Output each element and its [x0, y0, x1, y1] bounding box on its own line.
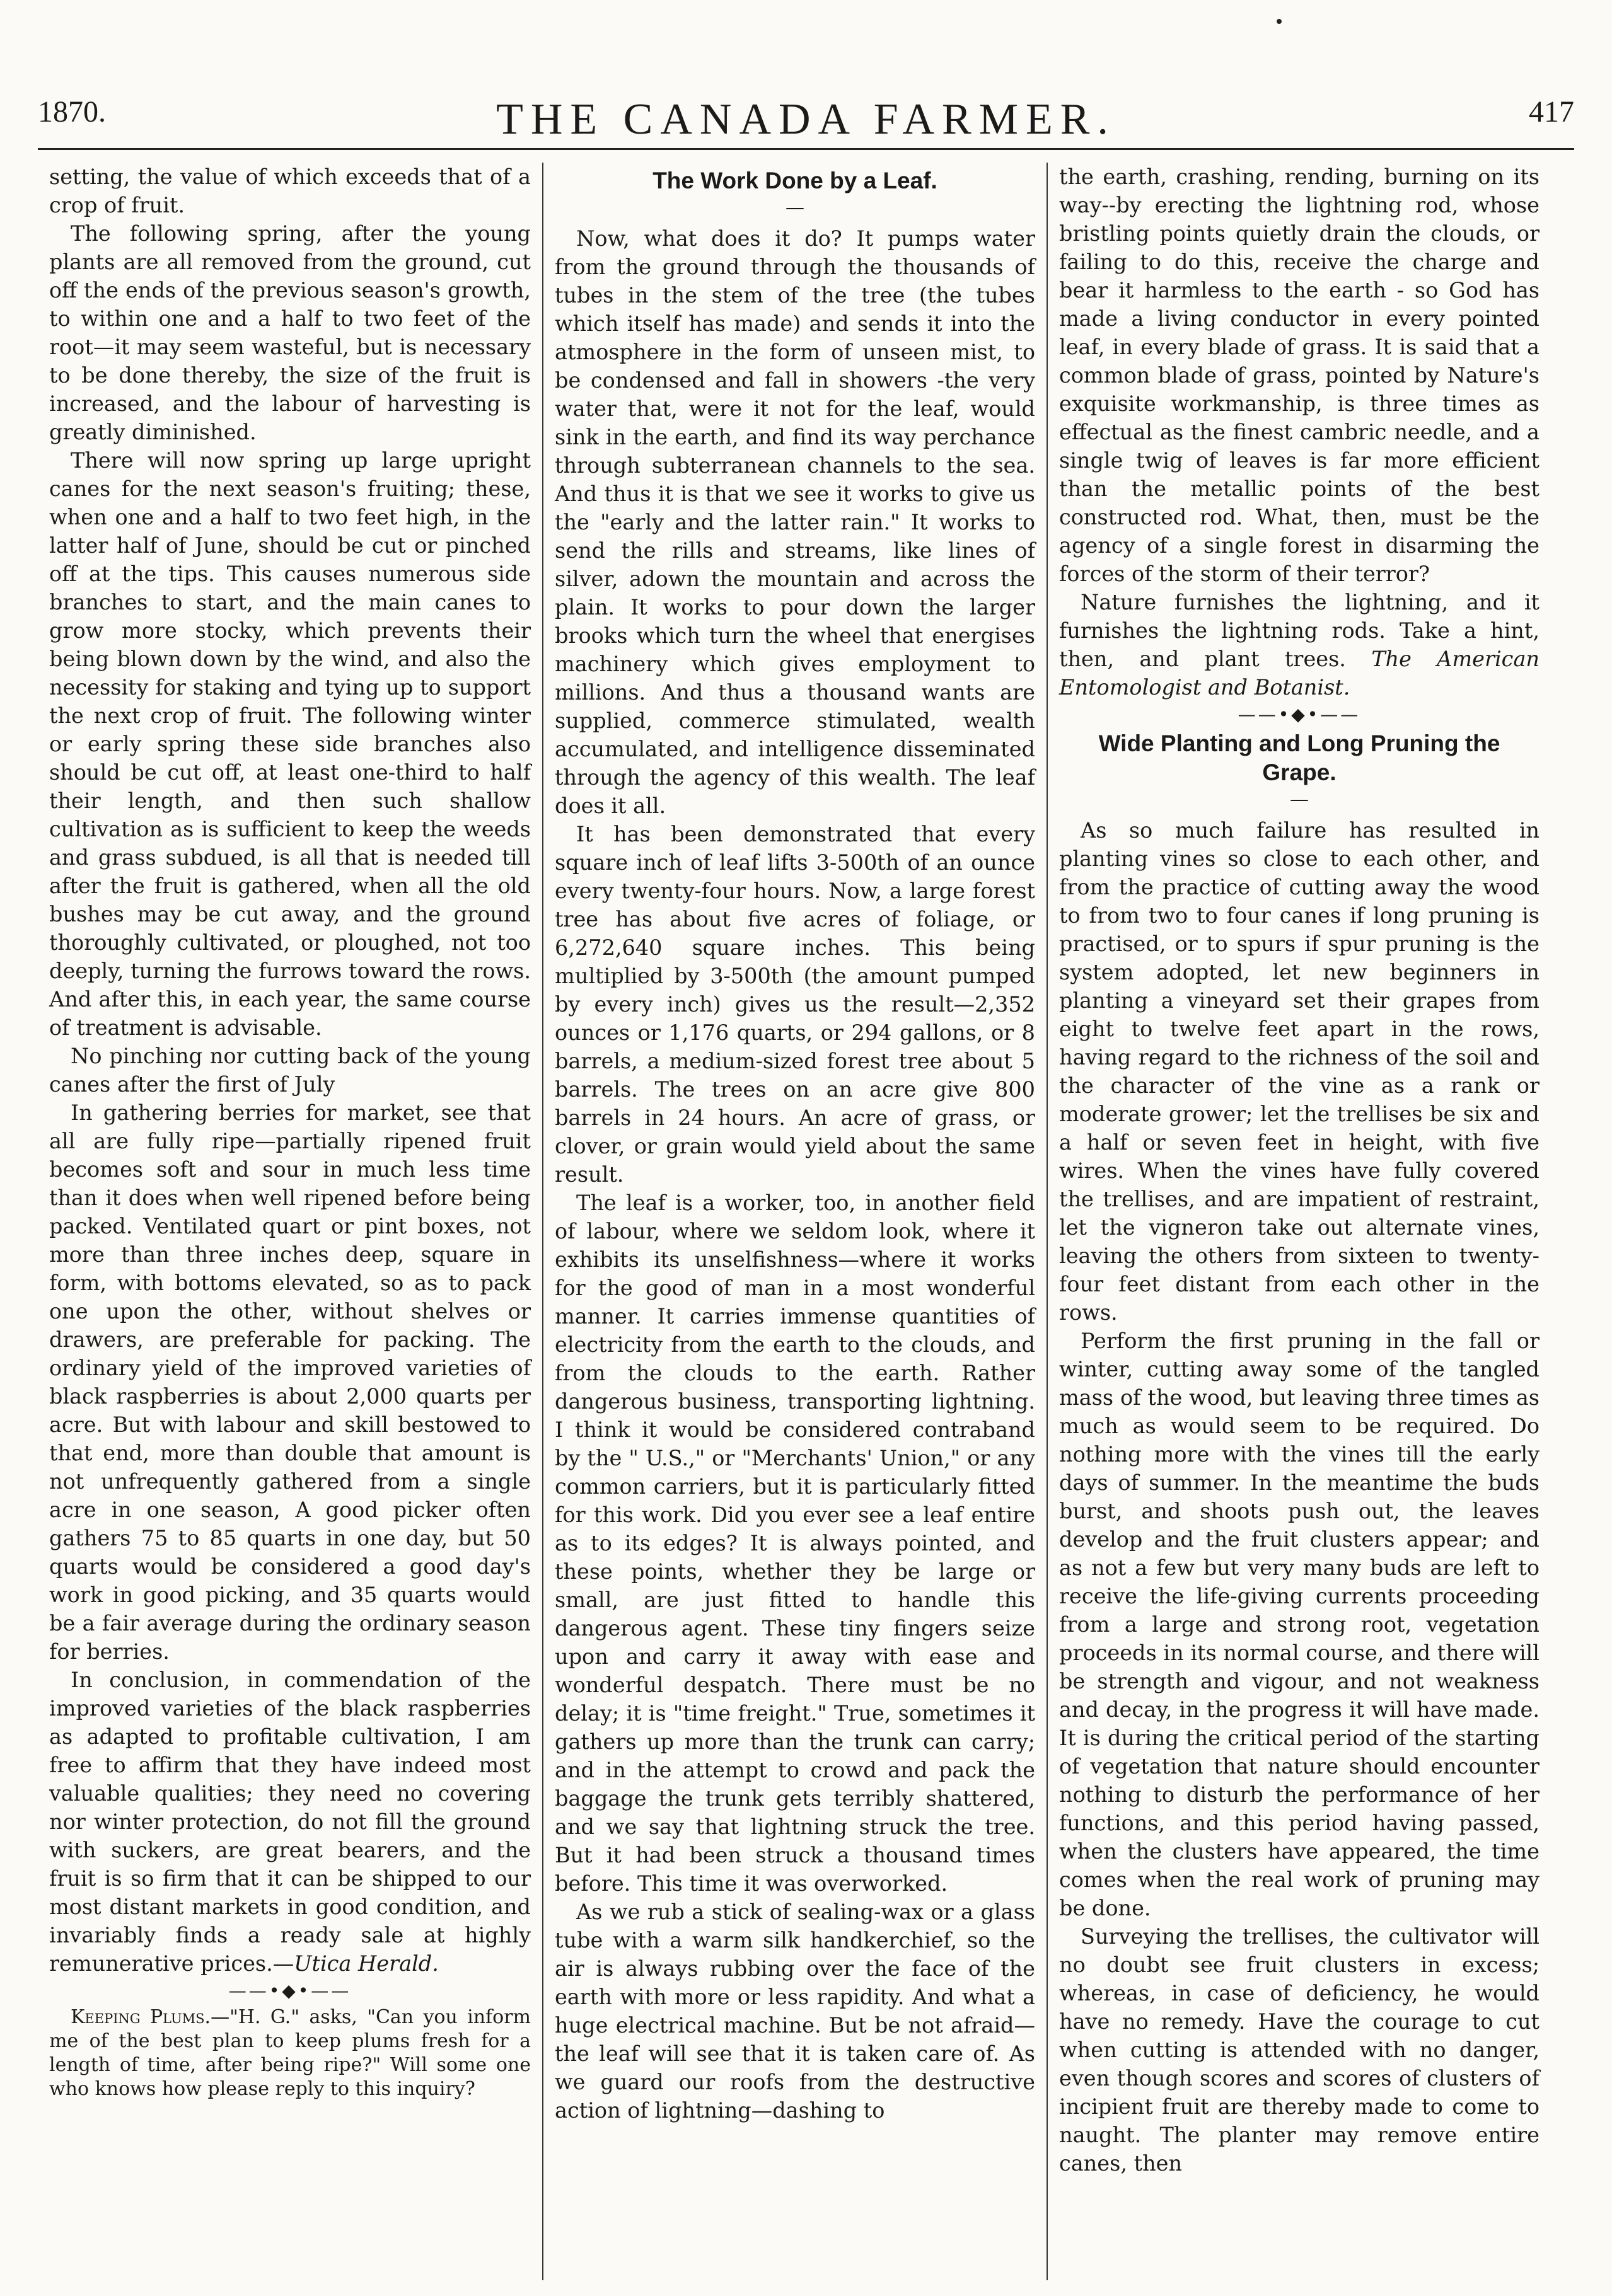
column-1 — [38, 163, 542, 2280]
article-heading: The Work Done by a Leaf. — [652, 168, 937, 193]
section-ornament: ——•◆•—— — [1238, 704, 1361, 725]
column-3 — [1047, 163, 1551, 2280]
paragraph: Surveying the trellises, the cultivator will no doubt see fruit clusters in excess; whereas, in case of deficiency, he would have no remedy. Have the courage to cut when cutting is attended with no danger, even though scores and scores of clusters of incipient fruit are thereby made to come to naught. The planter may remove entire canes, then — [1059, 1924, 1540, 2176]
article-heading: Wide Planting and Long Pruning the Grape. — [1098, 730, 1500, 785]
column-2 — [542, 163, 1047, 2280]
ink-speck — [1277, 19, 1282, 24]
page-number: 417 — [1529, 95, 1574, 129]
query-text: —"H. G." asks, "Can you inform me of the best plan to keep plums fresh for a length of time, after being ripe?" Will some one who knows how please reply to this inquiry? — [49, 2006, 531, 2100]
query-paragraph — [49, 2005, 531, 2101]
paragraph: Now, what does it do? It pumps water from the ground through the thousands of tubes in the stem of the tree (the tubes which itself has made) and sends it into the atmosphere in the form of unseen mist, to be condensed and fall in showers -the very water that, were it not for the leaf, would sink in the earth, and find its way perchance through subterranean channels to the sea. And thus it is that we see it works to give us the "early and the latter rain." It works to send the rills and streams, like lines of silver, adown the mountain and across the plain. It works to pour down the larger brooks which turn the wheel that energises machinery which gives employment to millions. And thus a thousand wants are supplied, commerce stimulated, wealth accumulated, and intelligence disseminated through the agency of this wealth. The leaf does it all. — [555, 226, 1035, 818]
newspaper-title: THE CANADA FARMER. — [496, 95, 1116, 144]
paragraph: The leaf is a worker, too, in another field of labour, where we seldom look, where it exhibits its unselfishness—where it works for the good of man in a most wonderful manner. It carries immense quantities of electricity from the earth to the clouds, and from the clouds to the earth. Rather dangerous business, transporting lightning. I think it would be considered contraband by the " U.S.," or "Merchants' Union," or any common carriers, but it is particularly fitted for this work. Did you ever see a leaf entire as to its edges? It is always pointed, and these points, whether they be large or small, are just fitted to handle this dangerous agent. These tiny fingers seize upon and carry it away with ease and wonderful despatch. There must be no delay; it is "time freight." True, sometimes it gathers up more than the trunk can carry; and in the attempt to crowd and pack the baggage the trunk gets terribly shattered, and we say that lightning struck the tree. But it had been struck a thousand times before. This time it was overworked. — [555, 1191, 1035, 1896]
paragraph-text: Nature furnishes the lightning, and it furnishes the lightning rods. Take a hint, then, and plant trees. — [1059, 590, 1540, 671]
masthead — [38, 95, 1574, 145]
paragraph: As we rub a stick of sealing-wax or a glass tube with a warm silk handkerchief, so the air is always rubbing over the face of the earth with more or less rapidity. And what a huge electrical machine. But be not afraid—the leaf will see that it is taken care of. As we guard our roofs from the destructive action of lightning—dashing to — [555, 1900, 1035, 2123]
paragraph-text: In conclusion, in commendation of the improved varieties of the black raspberries as adapted to profitable cultivation, I am free to affirm that they have indeed most valuable qualities; they need no covering nor winter protection, do not fill the ground with suckers, are great bearers, and the fruit is so firm that it can be shipped to our most distant markets in good condition, and invariably finds a ready sale at highly remunerative prices.— — [49, 1668, 531, 1976]
paragraph: setting, the value of which exceeds that of a crop of fruit. — [49, 164, 531, 217]
source-credit: Utica Herald. — [294, 1951, 439, 1976]
paragraph: In gathering berries for market, see that all are fully ripe—partially ripened fruit becomes soft and sour in much less time than it does when well ripened before being packed. Ventilated quart or pint boxes, not more than three inches deep, square in form, with bottoms elevated, so as to pack one upon the other, without shelves or drawers, are preferable for packing. The ordinary yield of the improved varieties of black raspberries is about 2,000 quarts per acre. But with labour and skill bestowed to that end, more than double that amount is not unfrequently gathered from a single acre in one season, A good picker often gathers 75 to 85 quarts in one day, but 50 quarts would be considered a good day's work in good picking, and 35 quarts would be a fair average during the ordinary season for berries. — [49, 1100, 531, 1664]
paragraph: Perform the first pruning in the fall or winter, cutting away some of the tangled mass of the wood, but leaving three times as much as would seem to be required. Do nothing more with the vines till the early days of summer. In the meantime the buds burst, and shoots push out, the leaves develop and the fruit clusters appear; and as not a few but very many buds are left to receive the life-giving currents proceeding from a large and strong root, vegetation proceeds in its normal course, and there will be strength and vigour, and not weakness and decay, in the progress it will have made. It is during the critical period of the starting of vegetation that nature should encounter nothing to disturb the performance of her functions, and this period having passed, when the clusters have appeared, the time comes when the real work of pruning may be done. — [1059, 1329, 1540, 1920]
heading-dash: — — [786, 197, 804, 219]
paragraph: No pinching nor cutting back of the young canes after the first of July — [49, 1044, 531, 1097]
issue-year: 1870. — [38, 95, 106, 129]
section-ornament: ——•◆•—— — [228, 1980, 352, 2001]
article-columns — [38, 163, 1576, 2280]
paragraph: the earth, crashing, rending, burning on its way--by erecting the lightning rod, whose bristling points quietly drain the clouds, or failing to do this, receive the charge and bear it harmless to the earth - so God has made a living conductor in every pointed leaf, in every blade of grass. It is said that a common blade of grass, pointed by Nature's exquisite workmanship, is three times as effectual as the finest cambric needle, and a single twig of leaves is far more efficient than the metallic points of the best constructed rod. What, then, must be the agency of a single forest in disarming the forces of the storm of their terror? — [1059, 164, 1540, 586]
masthead-rule — [38, 148, 1574, 150]
paragraph: As so much failure has resulted in planting vines so close to each other, and from the practice of cutting away the wood to from two to four canes if long pruning is practised, or to spurs if spur pruning is the system adopted, let new beginners in planting a vineyard set their grapes from eight to twelve feet apart in the rows, having regard to the richness of the soil and the character of the vine as a rank or moderate grower; let the trellises be six and a half or seven feet in height, with five wires. When the vines have fully covered the trellises, and are impatient of restraint, let the vigneron take out alternate vines, leaving the others from sixteen to twenty-four feet distant from each other in the rows. — [1059, 818, 1540, 1325]
query-lead: Keeping Plums. — [71, 2006, 211, 2028]
paragraph — [49, 1666, 531, 1978]
source-credit: The American Entomologist and Botanist. — [1059, 647, 1540, 700]
heading-dash: — — [1290, 788, 1309, 811]
paragraph: There will now spring up large upright canes for the next season's fruiting; these, when one and a half to two feet high, in the latter half of June, should be cut or pinched off at the tips. This causes numerous side branches to start, and the main canes to grow more stocky, which prevents their being blown down by the wind, and also the necessity for staking and tying up to support the next crop of fruit. The following winter or early spring these side branches also should be cut off, at least one-third to half their length, and then such shallow cultivation as is sufficient to keep the weeds and grass subdued, is all that is needed till after the fruit is gathered, when all the old bushes may be cut away, and the ground thoroughly cultivated, or ploughed, not too deeply, turning the furrows toward the rows. And after this, in each year, the same course of treatment is advisable. — [49, 448, 531, 1040]
paragraph — [1059, 588, 1540, 701]
paragraph: It has been demonstrated that every square inch of leaf lifts 3-500th of an ounce every twenty-four hours. Now, a large forest tree has about five acres of foliage, or 6,272,640 square inches. This being multiplied by 3-500th (the amount pumped by every inch) gives us the result—2,352 ounces or 1,176 quarts, or 294 gallons, or 8 barrels, a medium-sized forest tree about 5 barrels. The trees on an acre give 800 barrels in 24 hours. An acre of grass, or clover, or grain would yield about the same result. — [555, 822, 1035, 1187]
paragraph: The following spring, after the young plants are all removed from the ground, cut off the ends of the previous season's growth, to within one and a half to two feet of the root—it may seem wasteful, but is necessary to be done thereby, the size of the fruit is increased, and the labour of harvesting is greatly diminished. — [49, 221, 531, 444]
